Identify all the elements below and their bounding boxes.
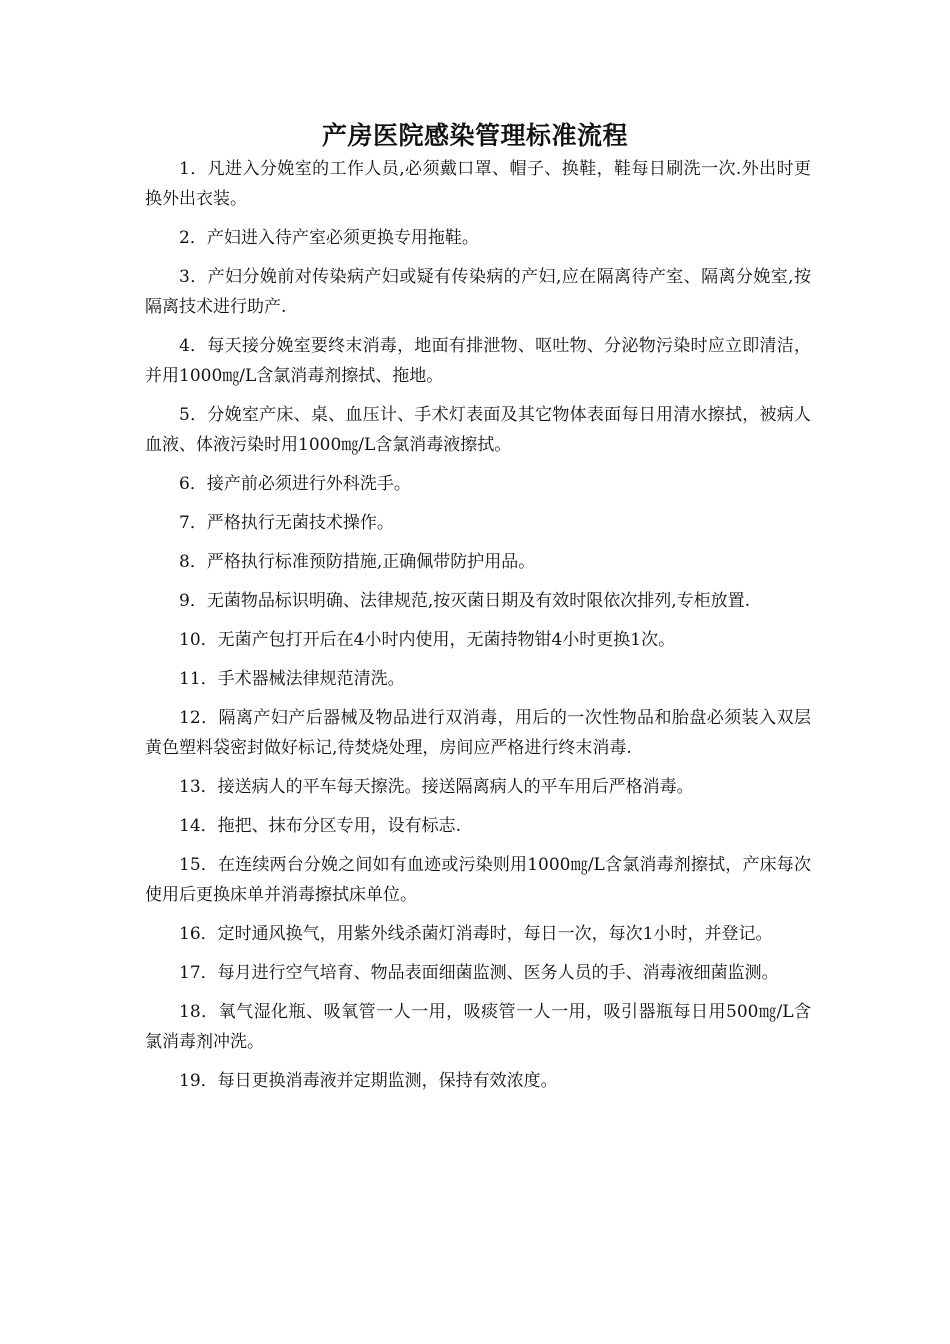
- list-item: 2．产妇进入待产室必须更换专用拖鞋。: [179, 228, 479, 248]
- list-item: 5．分娩室产床、桌、血压计、手术灯表面及其它物体表面每日用清水擦拭，被病人血液、体液污染时用1000㎎/L含氯消毒液擦拭。: [145, 405, 811, 455]
- list-item: 4．每天接分娩室要终末消毒，地面有排泄物、呕吐物、分泌物污染时应立即清洁，并用1000㎎/L含氯消毒剂擦拭、拖地。: [145, 336, 811, 386]
- list-item: 6．接产前必须进行外科洗手。: [179, 474, 411, 494]
- list-item: 18．氧气湿化瓶、吸氧管一人一用，吸痰管一人一用，吸引器瓶每日用500㎎/L含氯消毒剂冲洗。: [145, 1002, 811, 1052]
- list-item: 16．定时通风换气，用紫外线杀菌灯消毒时，每日一次，每次1小时，并登记。: [179, 924, 773, 944]
- list-item: 11．手术器械法律规范清洗。: [179, 669, 405, 689]
- list-item: 9．无菌物品标识明确、法律规范,按灭菌日期及有效时限依次排列,专柜放置.: [179, 591, 751, 611]
- list-item: 3．产妇分娩前对传染病产妇或疑有传染病的产妇,应在隔离待产室、隔离分娩室,按隔离技术进行助产.: [145, 267, 811, 317]
- list-item: 10．无菌产包打开后在4小时内使用，无菌持物钳4小时更换1次。: [179, 630, 676, 650]
- list-item: 13．接送病人的平车每天擦洗。接送隔离病人的平车用后严格消毒。: [179, 777, 694, 797]
- list-item: 14．拖把、抹布分区专用，设有标志.: [179, 816, 462, 836]
- list-item: 19．每日更换消毒液并定期监测，保持有效浓度。: [179, 1071, 558, 1091]
- list-item: 15．在连续两台分娩之间如有血迹或污染则用1000㎎/L含氯消毒剂擦拭，产床每次使用后更换床单并消毒擦拭床单位。: [145, 855, 811, 905]
- document-body: [145, 154, 811, 1105]
- list-item: 1．凡进入分娩室的工作人员,必须戴口罩、帽子、换鞋，鞋每日刷洗一次.外出时更换外出衣装。: [145, 159, 811, 209]
- list-item: 8．严格执行标准预防措施,正确佩带防护用品。: [179, 552, 536, 572]
- list-item: 12．隔离产妇产后器械及物品进行双消毒，用后的一次性物品和胎盘必须装入双层黄色塑料袋密封做好标记,待焚烧处理，房间应严格进行终末消毒.: [145, 708, 811, 758]
- list-item: 7．严格执行无菌技术操作。: [179, 513, 394, 533]
- list-item: 17．每月进行空气培育、物品表面细菌监测、医务人员的手、消毒液细菌监测。: [179, 963, 779, 983]
- document-title: 产房医院感染管理标准流程: [321, 121, 628, 150]
